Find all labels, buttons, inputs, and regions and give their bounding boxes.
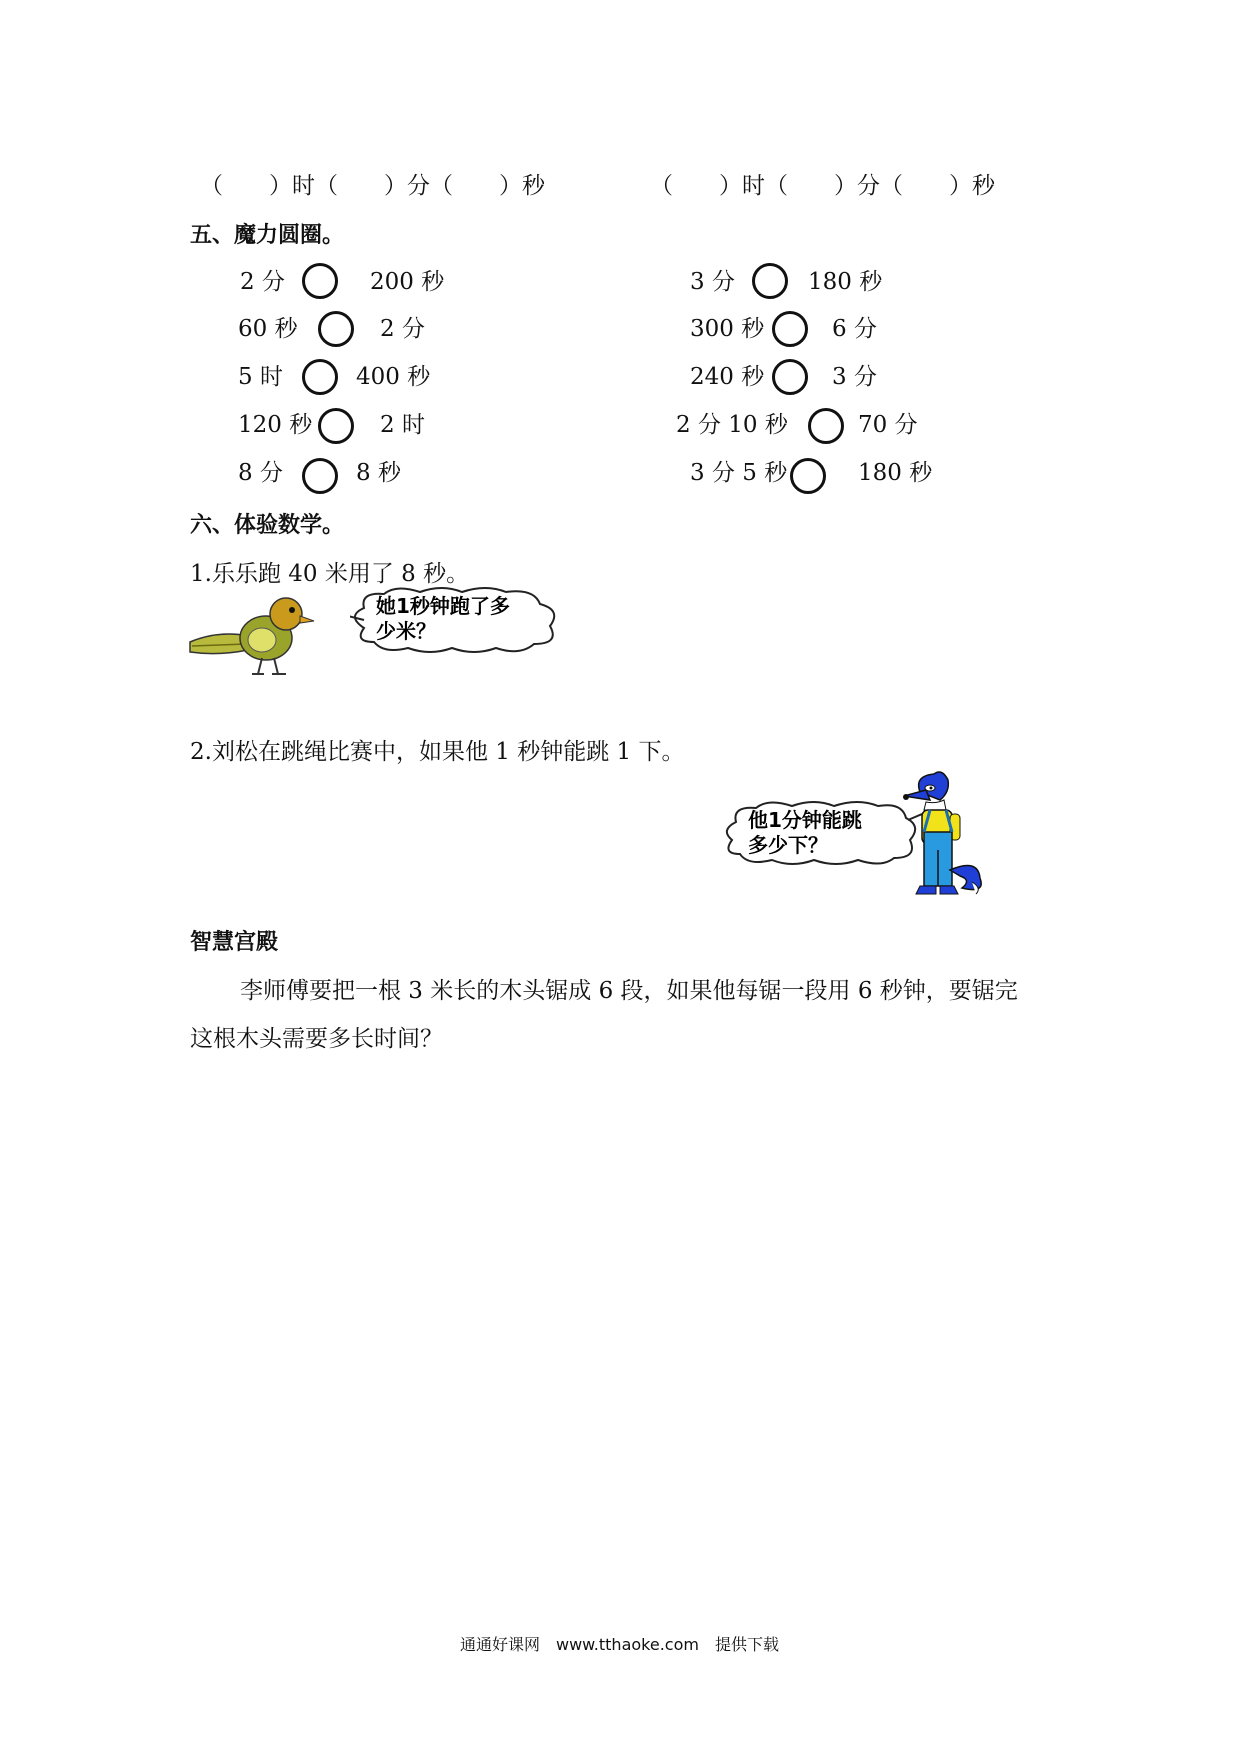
compare-right-value: 8 秒	[356, 460, 401, 486]
compare-circle[interactable]	[318, 311, 354, 347]
compare-circle[interactable]	[302, 359, 338, 395]
compare-right-value: 70 分	[858, 412, 918, 438]
wisdom-title: 智慧宫殿	[190, 930, 279, 955]
time-blanks-left: （ ）时（ ）分（ ）秒	[200, 173, 545, 199]
compare-right-value: 3 分	[832, 364, 877, 390]
compare-right-value: 200 秒	[370, 269, 445, 295]
compare-left-value: 2 分	[240, 269, 285, 295]
compare-right-value: 2 分	[380, 316, 425, 342]
wisdom-line-2: 这根木头需要多长时间？	[190, 1026, 443, 1052]
compare-circle[interactable]	[752, 263, 788, 299]
compare-left-value: 300 秒	[690, 316, 765, 342]
compare-circle[interactable]	[790, 458, 826, 494]
time-blanks-right: （ ）时（ ）分（ ）秒	[650, 173, 995, 199]
compare-left-value: 3 分 5 秒	[690, 460, 788, 486]
compare-right-value: 2 时	[380, 412, 425, 438]
compare-left-value: 5 时	[238, 364, 283, 390]
compare-circle[interactable]	[772, 311, 808, 347]
compare-left-value: 240 秒	[690, 364, 765, 390]
compare-left-value: 120 秒	[238, 412, 313, 438]
footer-text: 通通好课网 www.tthaoke.com 提供下载	[460, 1635, 779, 1654]
compare-left-value: 60 秒	[238, 316, 298, 342]
wisdom-line-1: 李师傅要把一根 3 米长的木头锯成 6 段，如果他每锯一段用 6 秒钟，要锯完	[240, 978, 1018, 1004]
compare-right-value: 180 秒	[808, 269, 883, 295]
bubble-1-line2: 少米？	[376, 619, 436, 643]
compare-circle[interactable]	[302, 263, 338, 299]
compare-right-value: 6 分	[832, 316, 877, 342]
compare-circle[interactable]	[302, 458, 338, 494]
compare-left-value: 3 分	[690, 269, 735, 295]
bird-illustration	[188, 590, 318, 678]
compare-left-value: 8 分	[238, 460, 283, 486]
bubble-2-line2: 多少下？	[748, 833, 828, 857]
compare-circle[interactable]	[808, 408, 844, 444]
section5-title: 五、魔力圆圈。	[190, 223, 345, 248]
compare-circle[interactable]	[772, 359, 808, 395]
fox-illustration	[900, 770, 1000, 910]
question-2-text: 2.刘松在跳绳比赛中，如果他 1 秒钟能跳 1 下。	[190, 739, 685, 765]
compare-right-value: 400 秒	[356, 364, 431, 390]
compare-circle[interactable]	[318, 408, 354, 444]
bubble-2-line1: 他1分钟能跳	[748, 808, 862, 832]
question-1-text: 1.乐乐跑 40 米用了 8 秒。	[190, 561, 470, 587]
compare-left-value: 2 分 10 秒	[676, 412, 788, 438]
compare-right-value: 180 秒	[858, 460, 933, 486]
section6-title: 六、体验数学。	[190, 513, 345, 538]
bubble-1-line1: 她1秒钟跑了多	[376, 594, 510, 618]
